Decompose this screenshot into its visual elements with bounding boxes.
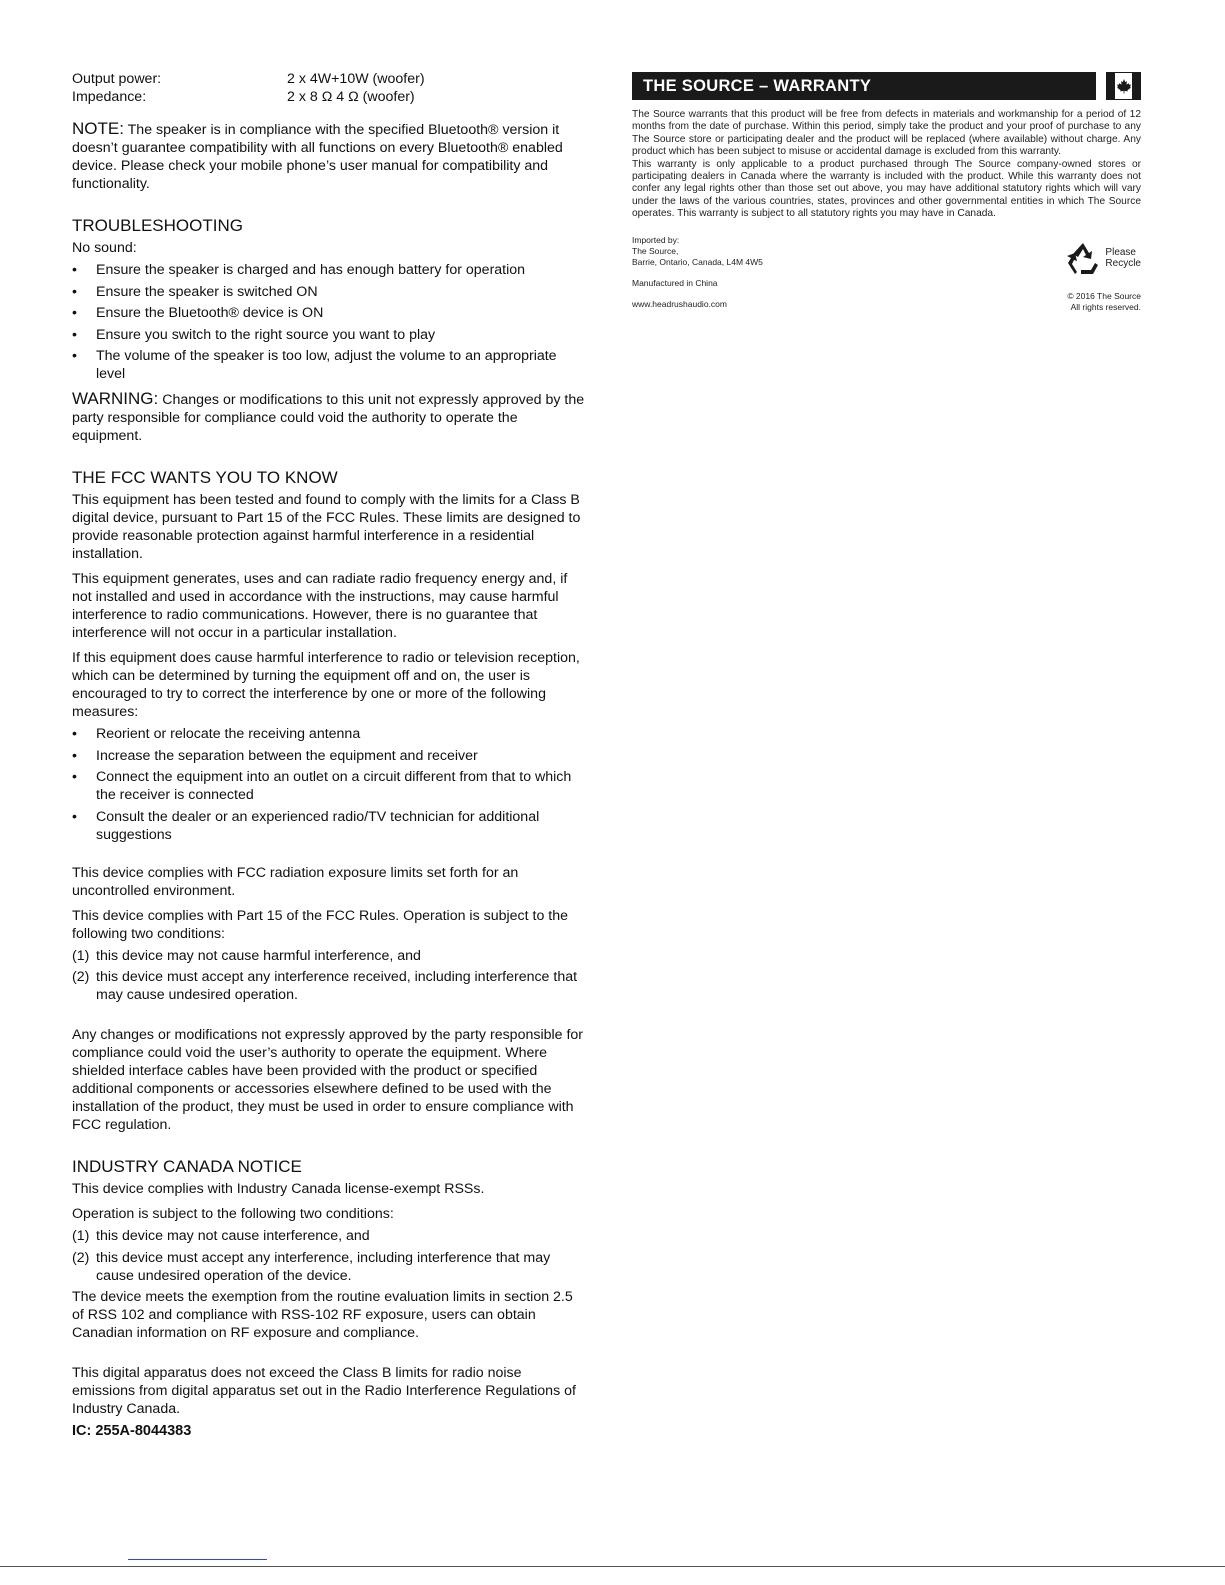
ic-number: IC: 255A-8044383 [72, 1423, 192, 1439]
copyright: © 2016 The Source [1067, 290, 1141, 301]
list-item [72, 304, 587, 322]
list-item [72, 747, 587, 765]
fcc-conditions-list [72, 947, 587, 1005]
ic-class-b: This digital apparatus does not exceed the Class B limits for radio noise emissions from digital apparatus set out in the Radio Interference Regulations of Industry Canada. [72, 1365, 576, 1417]
ic-line-1: This device complies with Industry Canada license-exempt RSSs. [72, 1181, 485, 1197]
imported-by-label: Imported by: [632, 234, 680, 245]
list-number: (1) [72, 947, 90, 964]
bullet-icon: • [72, 726, 77, 742]
spec-value: 2 x 4W+10W (woofer) [287, 71, 425, 87]
list-item [72, 947, 587, 965]
list-item [72, 347, 587, 383]
list-item [72, 1227, 587, 1245]
website: www.headrushaudio.com [632, 298, 727, 309]
list-item-text: Ensure the speaker is switched ON [96, 283, 318, 300]
fcc-part15: This device complies with Part 15 of the FCC Rules. Operation is subject to the following two conditions: [72, 907, 568, 942]
list-item [72, 725, 587, 743]
bottom-rule [0, 1566, 1225, 1567]
bullet-icon: • [72, 348, 77, 364]
warranty-column [632, 72, 1141, 310]
manufactured-in: Manufactured in China [632, 277, 718, 288]
list-item-text: Reorient or relocate the receiving antenna [96, 726, 361, 742]
list-item-text: Ensure the speaker is charged and has enough battery for operation [96, 262, 526, 278]
list-number: (2) [72, 969, 90, 985]
bullet-icon: • [72, 808, 77, 825]
troubleshooting-heading: TROUBLESHOOTING [72, 216, 243, 235]
spec-row-impedance [72, 88, 587, 106]
spec-row-output-power [72, 70, 587, 88]
copyright-block [1067, 291, 1141, 313]
note-paragraph [72, 120, 587, 193]
list-item-text: Connect the equipment into an outlet on a circuit different from that to which the receiver is connected [96, 769, 572, 803]
list-item-text: Ensure you switch to the right source you want to play [96, 326, 436, 343]
importer-company: The Source, [632, 245, 679, 256]
ic-exemption: The device meets the exemption from the routine evaluation limits in section 2.5 of RSS 102 and compliance with RSS-102 RF exposure, users can obtain Canadian information on RF exposure and compliance. [72, 1289, 573, 1341]
list-item-text: this device may not cause harmful interference, and [96, 947, 421, 964]
bullet-icon: • [72, 262, 77, 278]
spec-label: Impedance: [72, 89, 147, 105]
list-item [72, 968, 587, 1004]
troubleshooting-list [72, 261, 587, 383]
note-label: NOTE: [72, 119, 124, 138]
bullet-icon: • [72, 747, 77, 764]
bottom-link-underline [128, 1559, 267, 1560]
note-text: The speaker is in compliance with the specified Bluetooth® version it doesn’t guarantee compatibility with all functions on every Bluetooth® enabled device. Please check your mobile phone’s user manual for compatibility and functionality. [72, 122, 563, 192]
fcc-para-1: This equipment has been tested and found to comply with the limits for a Class B digital device, pursuant to Part 15 of the FCC Rules. These limits are designed to provide reasonable protection against harmful interference in a residential installation. [72, 492, 581, 562]
list-item [72, 1249, 587, 1285]
left-column [72, 70, 587, 1440]
spec-value: 2 x 8 Ω 4 Ω (woofer) [287, 89, 415, 105]
importer-block [632, 235, 1141, 310]
fcc-radiation: This device complies with FCC radiation exposure limits set forth for an uncontrolled environment. [72, 864, 519, 899]
bullet-icon: • [72, 283, 77, 300]
maple-leaf-icon [1116, 78, 1132, 94]
fcc-changes: Any changes or modifications not expressly approved by the party responsible for compliance could void the user’s authority to operate the equipment. Where shielded interface cables have been provided with the product or specified additional components or accessories elsewhere defined to be used with the installation of the product, they must be used in order to ensure compliance with FCC regulation. [72, 1027, 584, 1133]
fcc-para-2: This equipment generates, uses and can radiate radio frequency energy and, if not installed and used in accordance with the instructions, may cause harmful interference to radio communications. However, there is no guarantee that interference will not occur in a particular installation. [72, 571, 568, 641]
list-item-text: The volume of the speaker is too low, adjust the volume to an appropriate level [96, 348, 557, 382]
industry-canada-heading: INDUSTRY CANADA NOTICE [72, 1157, 302, 1176]
warranty-title: THE SOURCE – WARRANTY [632, 72, 1096, 100]
warranty-para-2: This warranty is only applicable to a product purchased through The Source company-owned stores or participating dealers in Canada where the warranty is included with the product. While this warranty does not confer any legal rights other than those set out above, you may have additional statutory rights which will vary under the laws of the various countries, states, provinces and other governmental entities in which The Source operates. This warranty is subject to all statutory rights you may have in Canada. [632, 158, 1141, 220]
warranty-header [632, 72, 1141, 100]
list-item-text: Consult the dealer or an experienced radio/TV technician for additional suggestions [96, 808, 540, 843]
list-item-text: this device must accept any interference received, including interference that may cause undesired operation. [96, 969, 578, 1003]
rights-reserved: All rights reserved. [1070, 301, 1141, 312]
recycle-line-2: Recycle [1105, 257, 1141, 269]
list-number: (1) [72, 1228, 90, 1244]
list-number: (2) [72, 1249, 90, 1266]
bullet-icon: • [72, 769, 77, 785]
specs [72, 70, 587, 106]
warning-label: WARNING: [72, 389, 159, 408]
list-item-text: Increase the separation between the equipment and receiver [96, 747, 478, 764]
list-item [72, 808, 587, 844]
fcc-para-3: If this equipment does cause harmful interference to radio or television reception, which can be determined by turning the equipment off and on, the user is encouraged to try to correct the interference by one or more of the following measures: [72, 650, 580, 720]
fcc-heading: THE FCC WANTS YOU TO KNOW [72, 468, 338, 487]
recycle-badge [1065, 241, 1141, 275]
list-item-text: Ensure the Bluetooth® device is ON [96, 305, 324, 321]
list-item [72, 283, 587, 301]
warning-text: Changes or modifications to this unit not expressly approved by the party responsible for compliance could void the authority to operate the equipment. [72, 392, 585, 444]
warranty-para-1: The Source warrants that this product will be free from defects in materials and workmanship for a period of 12 months from the date of purchase. Within this period, simply take the product and your proof of purchase to any The Source store or participating dealer and the product will be replaced (where available) without charge. Any product which has been subject to misuse or accidental damage is excluded from this warranty. [632, 109, 1141, 158]
importer-address: Barrie, Ontario, Canada, L4M 4W5 [632, 256, 763, 267]
ic-conditions-list [72, 1227, 587, 1285]
bullet-icon: • [72, 326, 77, 343]
list-item [72, 261, 587, 279]
recycle-line-1: Please [1105, 246, 1136, 258]
spec-label: Output power: [72, 71, 162, 87]
list-item-text: this device must accept any interference, including interference that may cause undesired operation of the device. [96, 1249, 551, 1284]
bullet-icon: • [72, 305, 77, 321]
list-item-text: this device may not cause interference, and [96, 1228, 370, 1244]
ic-line-2: Operation is subject to the following two conditions: [72, 1206, 394, 1222]
list-item [72, 326, 587, 344]
fcc-measures-list [72, 725, 587, 844]
recycle-icon [1065, 241, 1101, 275]
warning-paragraph [72, 390, 587, 445]
troubleshooting-intro: No sound: [72, 240, 137, 256]
recycle-text [1105, 247, 1141, 269]
canada-flag-icon [1106, 72, 1141, 100]
warranty-body [632, 109, 1141, 221]
list-item [72, 768, 587, 804]
